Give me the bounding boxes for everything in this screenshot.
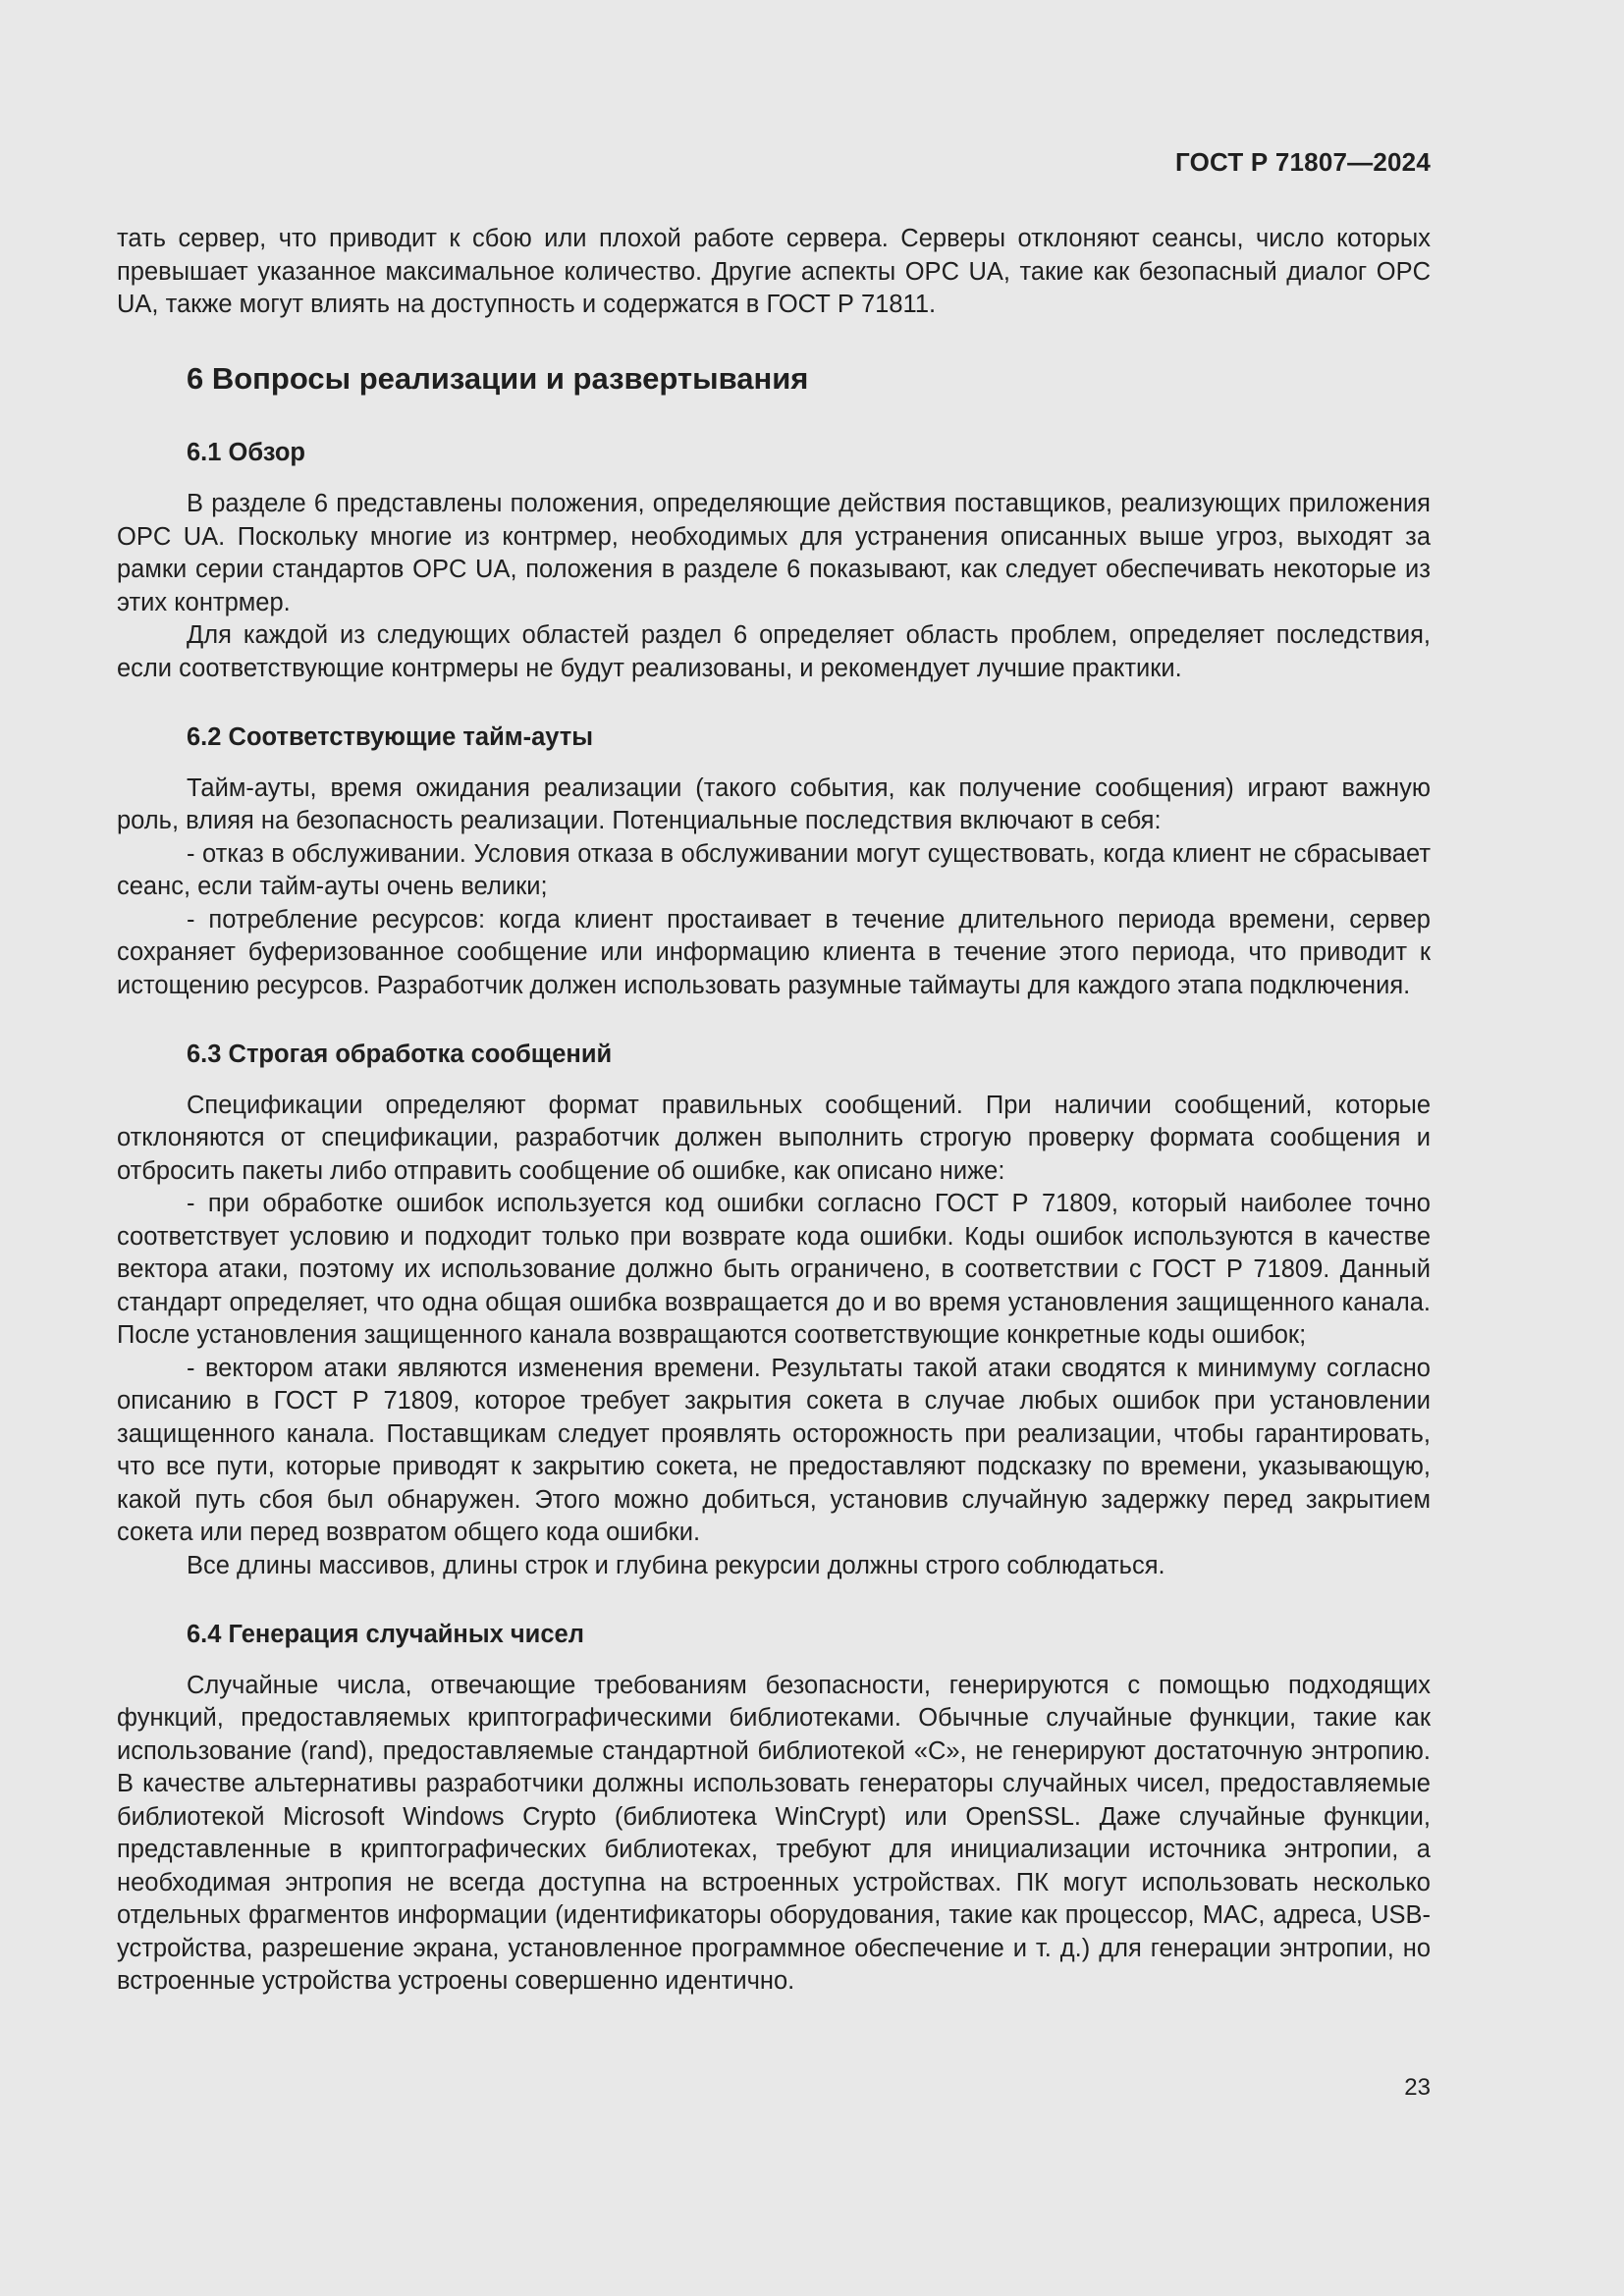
section-6-3-heading: 6.3 Строгая обработка сообщений	[187, 1041, 613, 1068]
section-6-1-paragraph-1: В разделе 6 представлены положения, определяющие действия поставщиков, реализующих приложения OPC UA. Поскольку многие из контрмер, необходимых для устранения описанных выше угроз, выходят за рамки серии стандартов OPC UA, положения в разделе 6 показывают, как следует обеспечивать некоторые из этих контрмер.	[117, 490, 1431, 616]
document-body	[117, 223, 1431, 1999]
section-6-2-list-item-1: - отказ в обслуживании. Условия отказа в обслуживании могут существовать, когда клиент не сбрасывает сеанс, если тайм-ауты очень велики;	[117, 839, 1431, 900]
section-6-2-list-item-2: - потребление ресурсов: когда клиент простаивает в течение длительного периода времени, сервер сохраняет буферизованное сообщение или информацию клиента в течение этого периода, что приводит к истощению ресурсов. Разработчик должен использовать разумные таймауты для каждого этапа подключения.	[117, 905, 1431, 999]
section-6-3-paragraph-1: Спецификации определяют формат правильных сообщений. При наличии сообщений, которые отклоняются от спецификации, разработчик должен выполнить строгую проверку формата сообщения и отбросить пакеты либо отправить сообщение об ошибке, как описано ниже:	[117, 1091, 1431, 1185]
document-id-header: ГОСТ Р 71807—2024	[1175, 147, 1431, 177]
section-6-2-paragraph-1: Тайм-ауты, время ожидания реализации (такого события, как получение сообщения) играют важную роль, влияя на безопасность реализации. Потенциальные последствия включают в себя:	[117, 774, 1431, 834]
section-6-1-heading: 6.1 Обзор	[187, 438, 305, 466]
section-6-4-paragraph-1: Случайные числа, отвечающие требованиям безопасности, генерируются с помощью подходящих функций, предоставляемых криптографическими библиотеками. Обычные случайные функции, такие как использование (rand), предоставляемые стандартной библиотекой «С», не генерируют достаточную энтропию. В качестве альтернативы разработчики должны использовать генераторы случайных чисел, предоставляемые библиотекой Microsoft Windows Crypto (библиотека WinCrypt) или OpenSSL. Даже случайные функции, представленные в криптографических библиотеках, требуют для инициализации источника энтропии, а необходимая энтропия не всегда доступна на встроенных устройствах. ПК могут использовать несколько отдельных фрагментов информации (идентификаторы оборудования, такие как процессор, MAC, адреса, USB-устройства, разрешение экрана, установленное программное обеспечение и т. д.) для генерации энтропии, но встроенные устройства устроены совершенно идентично.	[117, 1671, 1431, 1995]
section-6-2-heading: 6.2 Соответствующие тайм-ауты	[187, 723, 594, 751]
intro-paragraph: тать сервер, что приводит к сбою или плохой работе сервера. Серверы отклоняют сеансы, число которых превышает указанное максимальное количество. Другие аспекты OPC UA, такие как безопасный диалог OPC UA, также могут влиять на доступность и содержатся в ГОСТ Р 71811.	[117, 225, 1431, 318]
section-6-3-paragraph-2: Все длины массивов, длины строк и глубина рекурсии должны строго соблюдаться.	[187, 1551, 1165, 1579]
page-number: 23	[1404, 2074, 1431, 2101]
section-6-heading: 6 Вопросы реализации и развертывания	[187, 360, 809, 396]
section-6-4-heading: 6.4 Генерация случайных чисел	[187, 1621, 584, 1648]
section-6-3-list-item-1: - при обработке ошибок используется код ошибки согласно ГОСТ Р 71809, который наиболее точно соответствует условию и подходит только при возврате кода ошибки. Коды ошибок используются в качестве вектора атаки, поэтому их использование должно быть ограничено, в соответствии с ГОСТ Р 71809. Данный стандарт определяет, что одна общая ошибка возвращается до и во время установления защищенного канала. После установления защищенного канала возвращаются соответствующие конкретные коды ошибок;	[117, 1190, 1431, 1349]
section-6-1-paragraph-2: Для каждой из следующих областей раздел 6 определяет область проблем, определяет последствия, если соответствующие контрмеры не будут реализованы, и рекомендует лучшие практики.	[117, 621, 1431, 682]
section-6-3-list-item-2: - вектором атаки являются изменения времени. Результаты такой атаки сводятся к минимуму согласно описанию в ГОСТ Р 71809, которое требует закрытия сокета в случае любых ошибок при установлении защищенного канала. Поставщикам следует проявлять осторожность при реализации, чтобы гарантировать, что все пути, которые приводят к закрытию сокета, не предоставляют подсказку по времени, указывающую, какой путь сбоя был обнаружен. Этого можно добиться, установив случайную задержку перед закрытием сокета или перед возвратом общего кода ошибки.	[117, 1354, 1431, 1546]
